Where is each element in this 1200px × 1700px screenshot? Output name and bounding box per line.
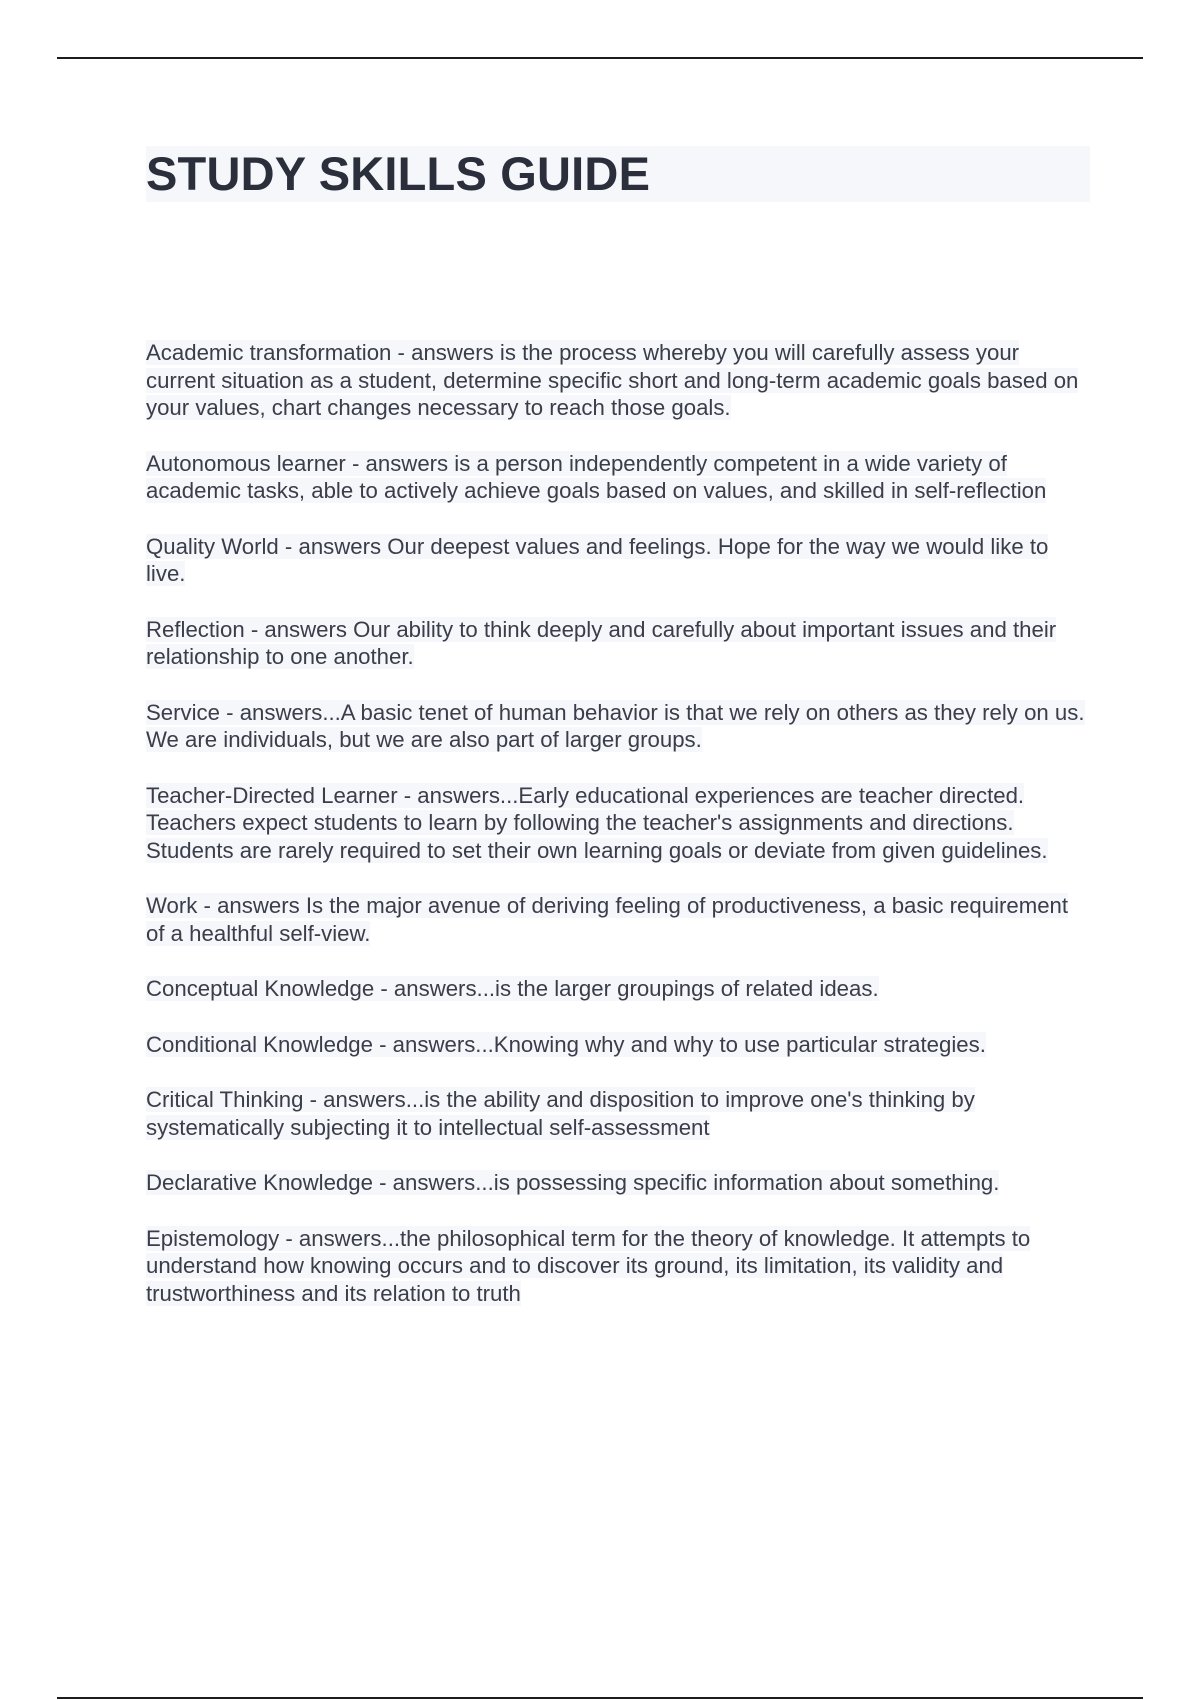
document-title: STUDY SKILLS GUIDE: [146, 147, 651, 200]
glossary-entry: [146, 699, 1090, 754]
entry-text: Service - answers...A basic tenet of human behavior is that we rely on others as they rely on us. We are individuals, but we are also part of larger groups.: [146, 699, 1085, 752]
top-rule: [57, 57, 1143, 59]
glossary-entry: [146, 533, 1090, 588]
glossary-entry: [146, 892, 1090, 947]
entry-text: Quality World - answers Our deepest values and feelings. Hope for the way we would like to live.: [146, 533, 1049, 586]
glossary-entry: [146, 450, 1090, 505]
glossary-entry: [146, 1031, 1090, 1059]
entry-text: Epistemology - answers...the philosophical term for the theory of knowledge. It attempts to understand how knowing occurs and to discover its ground, its limitation, its validity and trustworthiness and its relation to truth: [146, 1225, 1031, 1306]
glossary-entry: [146, 1169, 1090, 1197]
glossary-entry: [146, 616, 1090, 671]
entry-text: Conceptual Knowledge - answers...is the larger groupings of related ideas.: [146, 976, 879, 1001]
entry-text: Autonomous learner - answers is a person independently competent in a wide variety of academic tasks, able to actively achieve goals based on values, and skilled in self-reflection: [146, 450, 1047, 503]
glossary-entry: [146, 339, 1090, 422]
entry-text: Work - answers Is the major avenue of deriving feeling of productiveness, a basic requirement of a healthful self-view.: [146, 893, 1069, 946]
entry-text: Critical Thinking - answers...is the ability and disposition to improve one's thinking by systematically subjecting it to intellectual self-assessment: [146, 1087, 975, 1140]
glossary-entry: [146, 975, 1090, 1003]
bottom-rule: [57, 1697, 1143, 1699]
entry-text: Conditional Knowledge - answers...Knowing why and why to use particular strategies.: [146, 1031, 986, 1057]
entry-text: Reflection - answers Our ability to think deeply and carefully about important issues and their relationship to one another.: [146, 616, 1057, 669]
glossary-entry: [146, 1086, 1090, 1141]
glossary-entry: [146, 1225, 1090, 1308]
glossary-entry: [146, 782, 1090, 865]
entry-text: Declarative Knowledge - answers...is possessing specific information about something.: [146, 1170, 1000, 1195]
glossary-entries: [146, 339, 1090, 1335]
entry-text: Academic transformation - answers is the process whereby you will carefully assess your current situation as a student, determine specific short and long-term academic goals based on your values, chart changes necessary to reach those goals.: [146, 340, 1079, 420]
entry-text: Teacher-Directed Learner - answers...Early educational experiences are teacher directed. Teachers expect students to learn by following the teacher's assignments and directions. Students are rarely required to set their own learning goals or deviate from given guidelines.: [146, 782, 1048, 863]
